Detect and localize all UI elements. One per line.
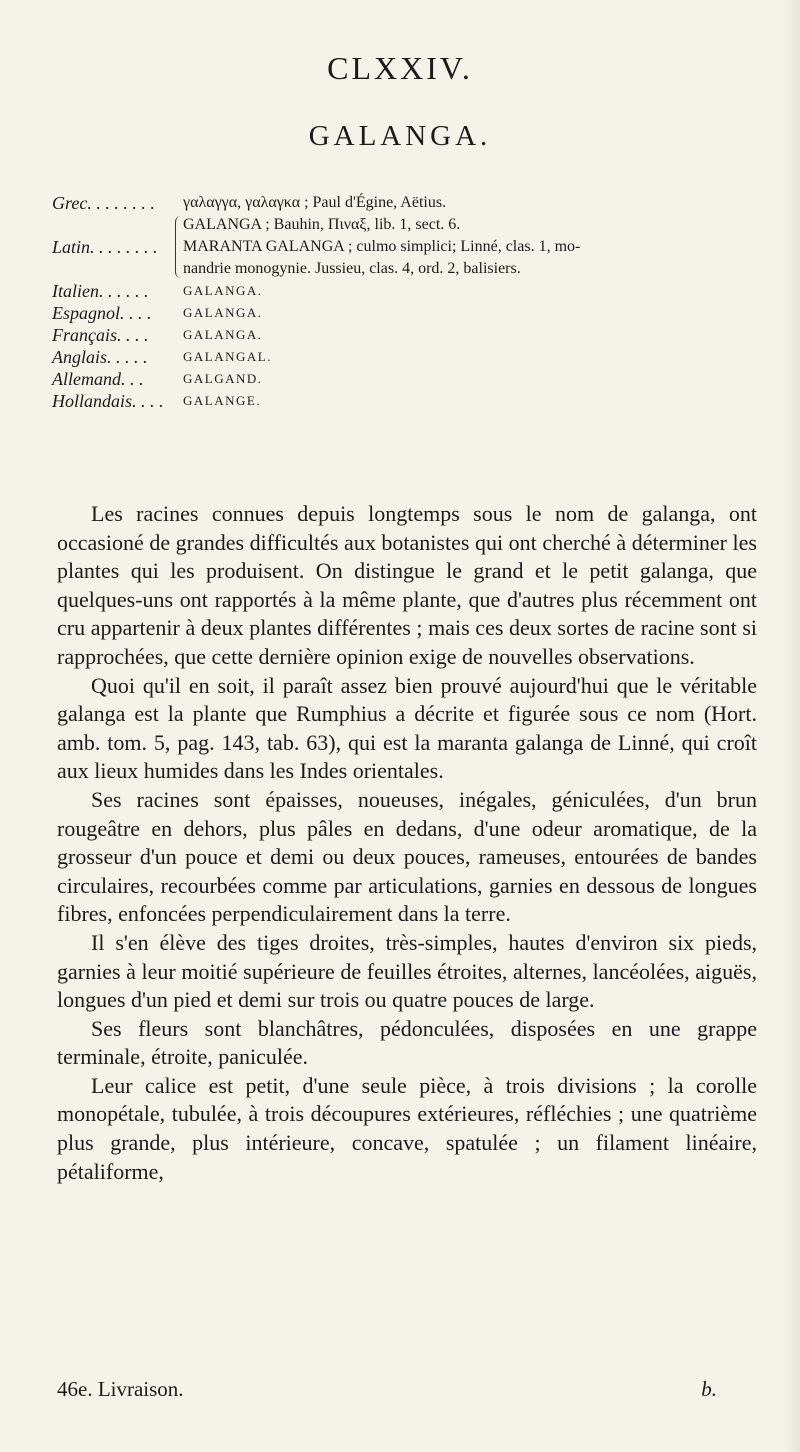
paragraph: Les racines connues depuis longtemps sous le nom de galanga, ont occasioné de grandes difficultés aux botanistes qui ont cherché à déterminer les plantes qui les produisent. On distingue le grand et le petit galanga, que quelques-uns ont rapportés à la même plante, que d'autres plus récemment ont cru appartenir à deux plantes différentes ; mais ces deux sortes de racine sont si rapprochées, que cette dernière opinion exige de nouvelles observations. bbox=[57, 501, 757, 669]
synonymy-table bbox=[52, 192, 772, 412]
synonym-value-latin bbox=[183, 214, 772, 280]
synonym-lang: Anglais. . . . . bbox=[52, 347, 148, 367]
synonym-lang: Latin. . . . . . . . bbox=[52, 237, 158, 257]
page-edge-shadow bbox=[784, 0, 800, 1452]
synonym-row-espagnol bbox=[52, 302, 772, 324]
signature-mark: b. bbox=[701, 1377, 717, 1401]
synonym-lang: Grec. . . . . . . . bbox=[52, 193, 155, 213]
paragraph: Quoi qu'il en soit, il paraît assez bien prouvé aujourd'hui que le véritable galanga est la plante que Rumphius a décrite et figurée sous ce nom (Hort. amb. tom. 5, pag. 143, tab. 63), qui est la maranta galanga de Linné, qui croît aux lieux humides dans les Indes orientales. bbox=[57, 672, 757, 784]
synonym-row-grec bbox=[52, 192, 772, 214]
synonym-value: GALGAND. bbox=[183, 371, 263, 386]
synonym-row-hollandais bbox=[52, 390, 772, 412]
synonym-row-italien bbox=[52, 280, 772, 302]
body-text bbox=[57, 500, 757, 1186]
synonym-value: GALANGE. bbox=[183, 393, 262, 408]
paragraph: Ses fleurs sont blanchâtres, pédonculées, disposées en une grappe terminale, étroite, paniculée. bbox=[57, 1015, 757, 1070]
latin-line: GALANGA ; Bauhin, Πιναξ, lib. 1, sect. 6. bbox=[183, 216, 461, 233]
synonym-lang: Hollandais. . . . bbox=[52, 391, 164, 411]
synonym-row-allemand bbox=[52, 368, 772, 390]
page-footer bbox=[57, 1377, 757, 1402]
paragraph: Leur calice est petit, d'une seule pièce, à trois divisions ; la corolle monopétale, tubulée, à trois découpures extérieures, réfléchies ; une quatrième plus grande, plus intérieure, concave, spatulée ; un filament linéaire, pétaliforme, bbox=[57, 1072, 757, 1184]
latin-line: MARANTA GALANGA ; culmo simplici; Linné, clas. 1, mo- bbox=[183, 238, 581, 255]
synonym-lang: Français. . . . bbox=[52, 325, 149, 345]
synonym-value: GALANGA. bbox=[183, 305, 263, 320]
paragraph: Ses racines sont épaisses, noueuses, inégales, géniculées, d'un brun rougeâtre en dehors, plus pâles en dedans, d'une odeur aromatique, de la grosseur d'un pouce et demi ou deux pouces, rameuses, entourées de bandes circulaires, recourbées comme par articulations, garnies en dessous de longues fibres, enfoncées perpendiculairement dans la terre. bbox=[57, 786, 757, 927]
synonym-lang: Espagnol. . . . bbox=[52, 303, 152, 323]
plate-number: CLXXIV. bbox=[327, 50, 473, 86]
livraison-note: 46e. Livraison. bbox=[57, 1377, 184, 1401]
synonym-row-latin bbox=[52, 214, 772, 280]
synonym-lang: Italien. . . . . . bbox=[52, 281, 149, 301]
page-title: GALANGA. bbox=[308, 120, 492, 152]
paragraph: Il s'en élève des tiges droites, très-simples, hautes d'environ six pieds, garnies à leur moitié supérieure de feuilles étroites, alternes, lancéolées, aiguës, longues d'un pied et demi sur trois ou quatre pouces de large. bbox=[57, 929, 757, 1013]
brace bbox=[175, 216, 182, 278]
synonym-lang: Allemand. . . bbox=[52, 369, 144, 389]
synonym-value: γαλαγγα, γαλαγκα ; Paul d'Égine, Aëtius. bbox=[183, 194, 447, 211]
synonym-row-anglais bbox=[52, 346, 772, 368]
latin-line: nandrie monogynie. Jussieu, clas. 4, ord. 2, balisiers. bbox=[183, 260, 521, 277]
synonym-value: GALANGA. bbox=[183, 327, 263, 342]
synonym-value: GALANGA. bbox=[183, 283, 263, 298]
synonym-value: GALANGAL. bbox=[183, 349, 272, 364]
synonym-row-francais bbox=[52, 324, 772, 346]
